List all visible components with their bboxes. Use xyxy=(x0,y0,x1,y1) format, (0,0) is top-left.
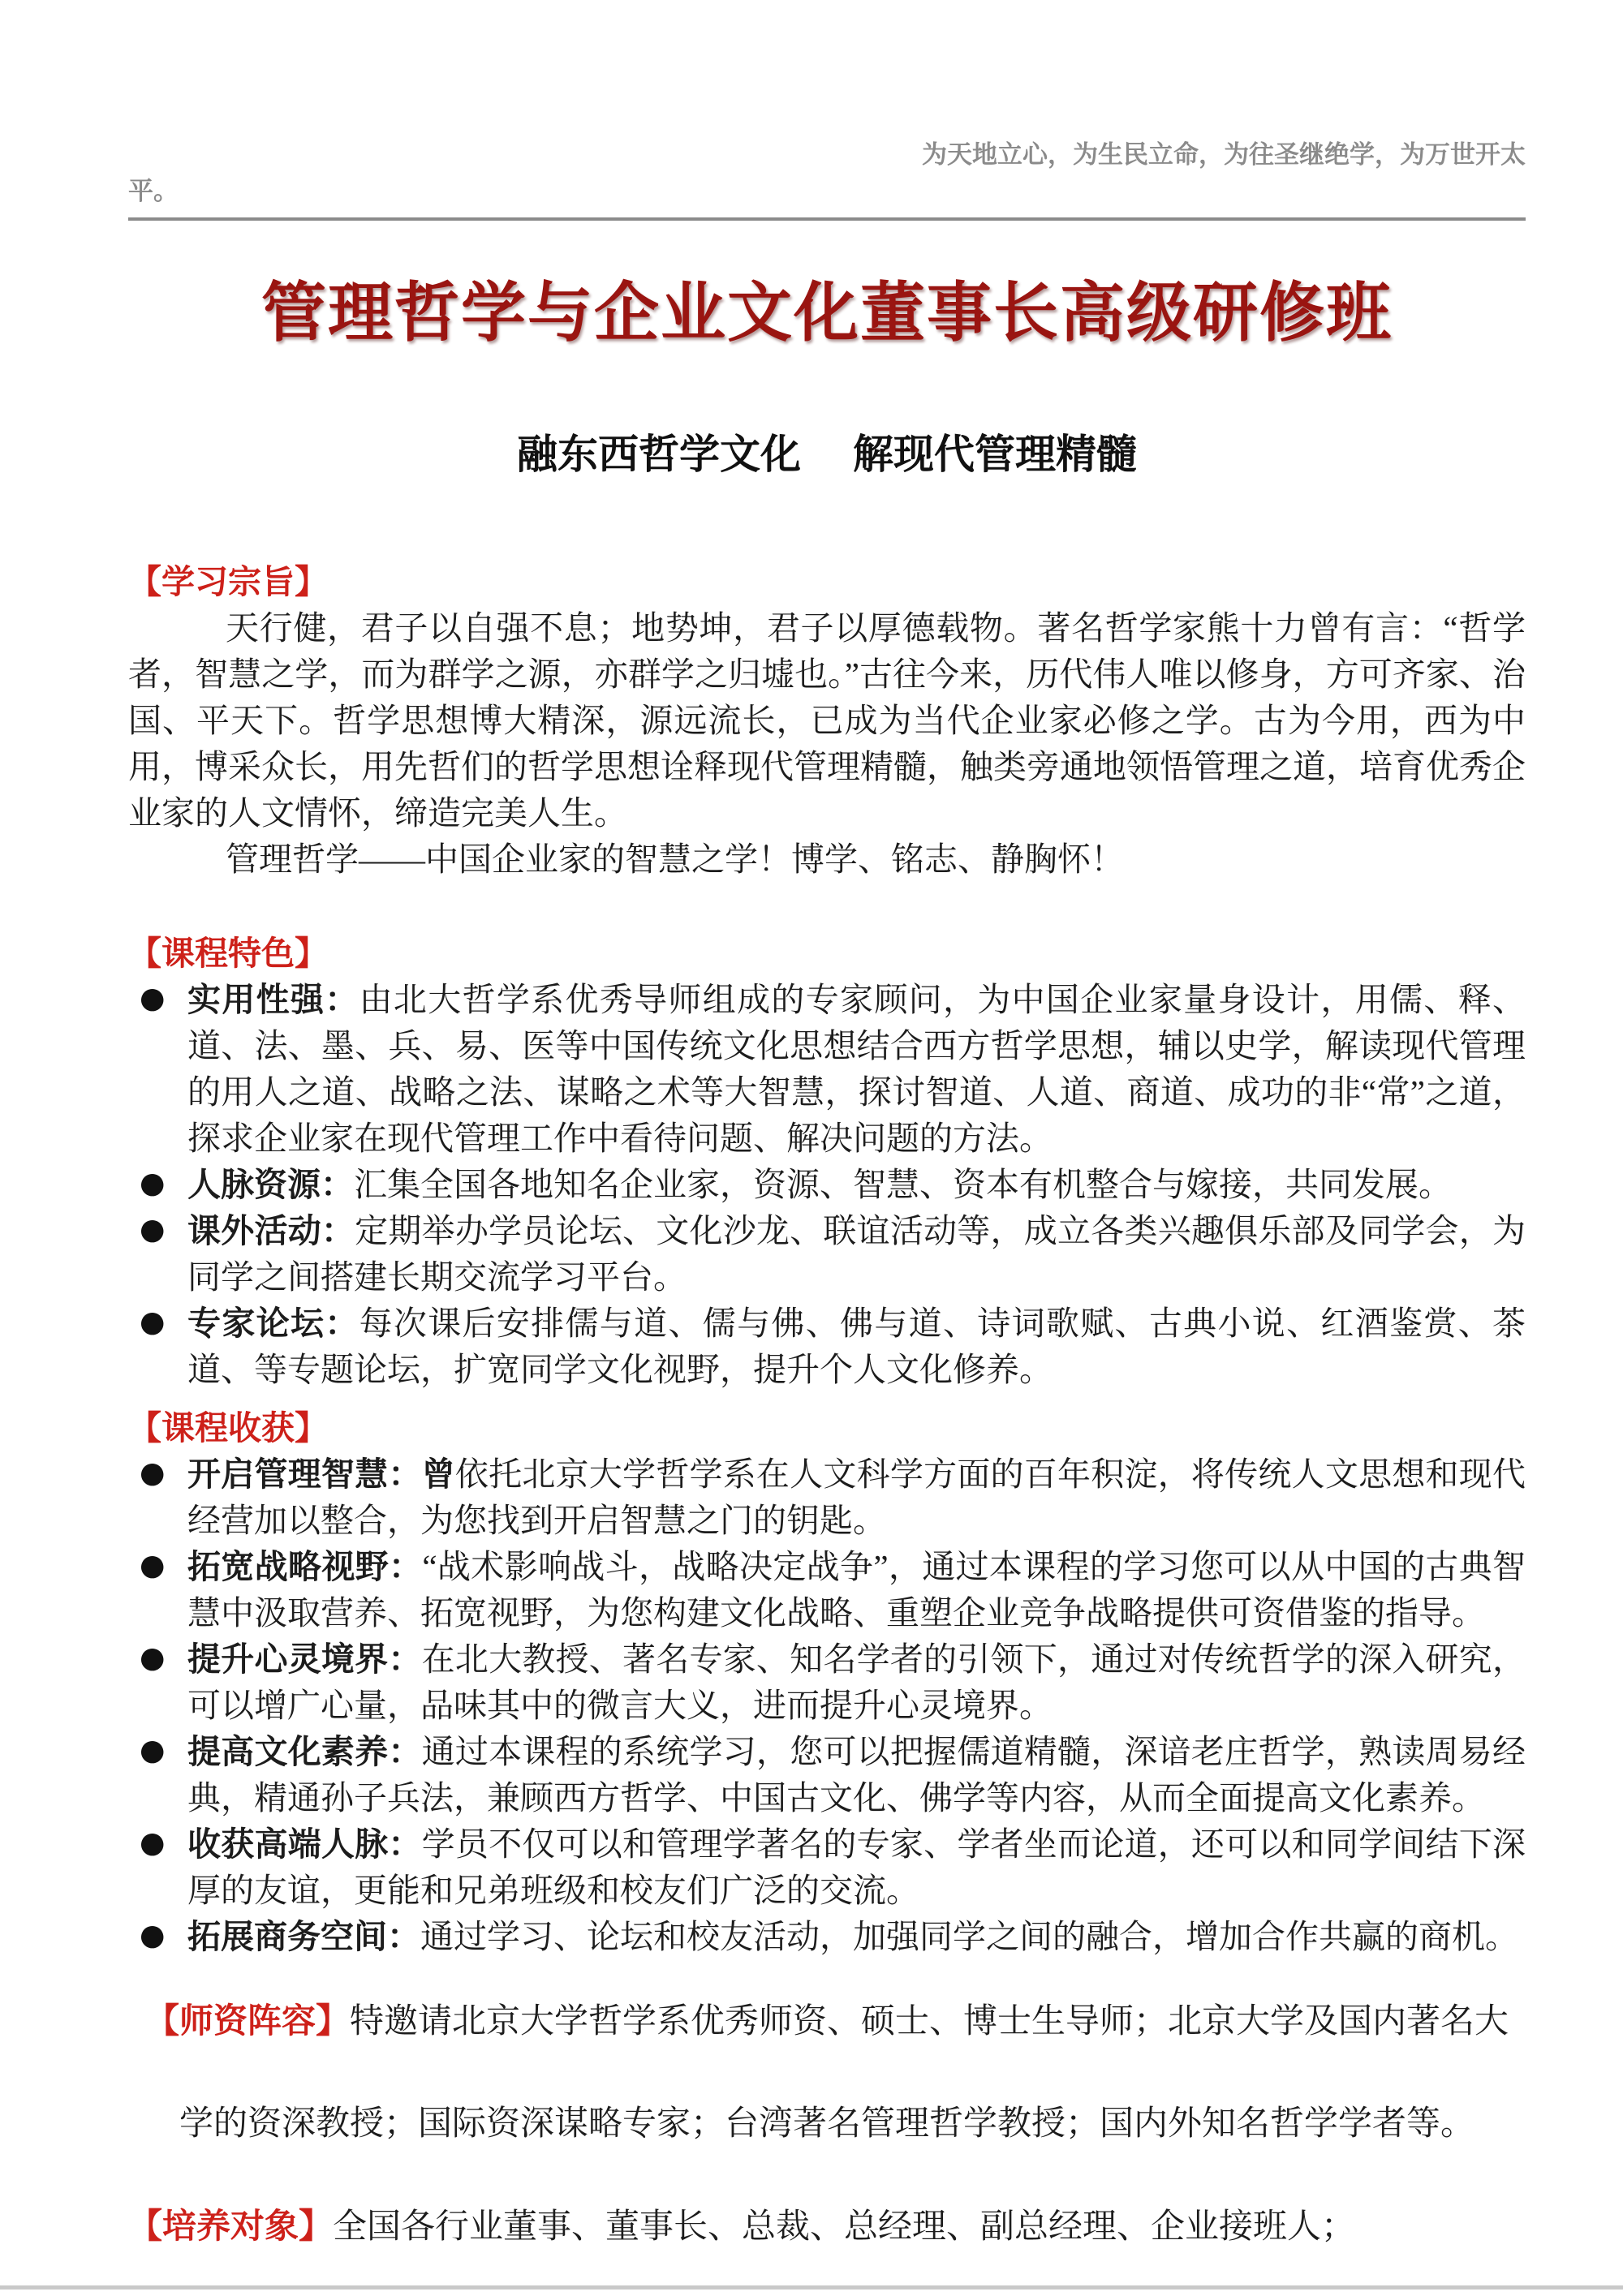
bullet-label: 实用性强： xyxy=(187,981,359,1018)
teachers-text: 特邀请北京大学哲学系优秀师资、硕士、博士生导师；北京大学及国内著名大学的资深教授；国际资深谋略专家；台湾著名管理哲学教授；国内外知名哲学学者等。 xyxy=(179,2003,1509,2143)
bullet-icon: ● xyxy=(140,1167,166,1200)
section-heading-teachers: 【师资阵容】 xyxy=(144,2001,350,2040)
section-heading-audience: 【培养对象】 xyxy=(128,2207,334,2245)
list-item xyxy=(128,1914,1526,1960)
bullet-label: 课外活动： xyxy=(187,1212,355,1249)
bullet-icon: ● xyxy=(140,1826,166,1860)
gains-list xyxy=(128,1451,1526,1960)
audience-text: 全国各行业董事、董事长、总裁、总经理、副总经理、企业接班人； xyxy=(333,2208,1356,2246)
page-content xyxy=(0,136,1623,2278)
footer-divider xyxy=(0,2285,1623,2290)
audience-paragraph xyxy=(128,2175,1526,2278)
section-heading-gains: 【课程收获】 xyxy=(128,1409,328,1447)
bullet-text: 通过学习、论坛和校友活动，加强同学之间的融合，增加合作共赢的商机。 xyxy=(420,1918,1518,1955)
list-item xyxy=(128,1636,1526,1729)
document-subtitle: 融东西哲学文化 解现代管理精髓 xyxy=(517,432,1137,477)
list-item xyxy=(128,1451,1526,1544)
teachers-paragraph xyxy=(128,1970,1526,2175)
list-item xyxy=(128,1301,1526,1393)
bullet-icon: ● xyxy=(140,1213,166,1246)
bullet-label: 收获高端人脉： xyxy=(187,1825,422,1863)
bullet-text: 学员不仅可以和管理学著名的专家、学者坐而论道，还可以和同学间结下深厚的友谊，更能和兄弟班级和校友们广泛的交流。 xyxy=(187,1825,1526,1909)
bullet-icon: ● xyxy=(140,982,166,1015)
document-title: 管理哲学与企业文化董事长高级研修班 xyxy=(261,277,1393,349)
bullet-text: “战术影响战斗，战略决定战争”，通过本课程的学习您可以从中国的古典智慧中汲取营养、拓宽视野，为您构建文化战略、重塑企业竞争战略提供可资借鉴的指导。 xyxy=(187,1548,1526,1632)
bullet-label: 拓展商务空间： xyxy=(187,1918,420,1955)
bullet-text: 通过本课程的系统学习，您可以把握儒道精髓，深谙老庄哲学，熟读周易经典，精通孙子兵法，兼顾西方哲学、中国古文化、佛学等内容，从而全面提高文化素养。 xyxy=(187,1733,1526,1817)
bullet-text: 在北大教授、著名专家、知名学者的引领下，通过对传统哲学的深入研究，可以增广心量，品味其中的微言大义，进而提升心灵境界。 xyxy=(187,1640,1526,1724)
purpose-paragraph-2: 管理哲学——中国企业家的智慧之学！博学、铭志、静胸怀！ xyxy=(226,841,1124,878)
list-item xyxy=(128,1544,1526,1636)
bullet-label: 人脉资源： xyxy=(187,1166,354,1203)
bullet-label: 拓宽战略视野： xyxy=(187,1548,423,1585)
header-motto-line2: 平。 xyxy=(128,177,179,205)
list-item xyxy=(128,1821,1526,1914)
header-motto-line1: 为天地立心，为生民立命，为往圣继绝学，为万世开太 xyxy=(922,140,1526,169)
list-item xyxy=(128,1208,1526,1301)
bullet-icon: ● xyxy=(140,1734,166,1767)
bullet-icon: ● xyxy=(140,1305,166,1339)
features-list xyxy=(128,977,1526,1393)
bullet-text: 由北大哲学系优秀导师组成的专家顾问，为中国企业家量身设计，用儒、释、道、法、墨、兵、易、医等中国传统文化思想结合西方哲学思想，辅以史学，解读现代管理的用人之道、战略之法、谋略之术等大智慧，探讨智道、人道、商道、成功的非“常”之道，探求企业家在现代管理工作中看待问题、解决问题的方法。 xyxy=(187,981,1526,1157)
bullet-text: 依托北京大学哲学系在人文科学方面的百年积淀，将传统人文思想和现代经营加以整合，为您找到开启智慧之门的钥匙。 xyxy=(187,1455,1526,1539)
bottom-info-block xyxy=(128,1970,1526,2278)
bullet-label: 专家论坛： xyxy=(187,1305,359,1342)
bullet-text: 汇集全国各地知名企业家，资源、智慧、资本有机整合与嫁接，共同发展。 xyxy=(354,1166,1452,1203)
bullet-icon: ● xyxy=(140,1456,166,1490)
bullet-label: 提升心灵境界： xyxy=(187,1640,422,1678)
list-item xyxy=(128,1162,1526,1208)
section-heading-features: 【课程特色】 xyxy=(128,935,328,972)
purpose-paragraph-1: 天行健，君子以自强不息；地势坤，君子以厚德载物。著名哲学家熊十力曾有言：“哲学者，智慧之学，而为群学之源，亦群学之归墟也。”古往今来，历代伟人唯以修身，方可齐家、治国、平天下。哲学思想博大精深，源远流长，已成为当代企业家必修之学。古为今用，西为中用，博采众长，用先哲们的哲学思想诠释现代管理精髓，触类旁通地领悟管理之道，培育优秀企业家的人文情怀，缔造完美人生。 xyxy=(128,609,1526,832)
bullet-icon: ● xyxy=(140,1641,166,1675)
bullet-label: 开启管理智慧：曾 xyxy=(187,1455,455,1493)
bullet-label: 提高文化素养： xyxy=(187,1733,422,1770)
list-item xyxy=(128,977,1526,1162)
list-item xyxy=(128,1729,1526,1821)
bullet-icon: ● xyxy=(140,1919,166,1952)
section-heading-purpose: 【学习宗旨】 xyxy=(128,563,328,600)
bullet-icon: ● xyxy=(140,1549,166,1582)
bullet-text: 每次课后安排儒与道、儒与佛、佛与道、诗词歌赋、古典小说、红酒鉴赏、茶道、等专题论坛，扩宽同学文化视野，提升个人文化修养。 xyxy=(187,1305,1526,1388)
bullet-text: 定期举办学员论坛、文化沙龙、联谊活动等，成立各类兴趣俱乐部及同学会，为同学之间搭建长期交流学习平台。 xyxy=(187,1212,1526,1296)
running-header xyxy=(128,136,1526,221)
